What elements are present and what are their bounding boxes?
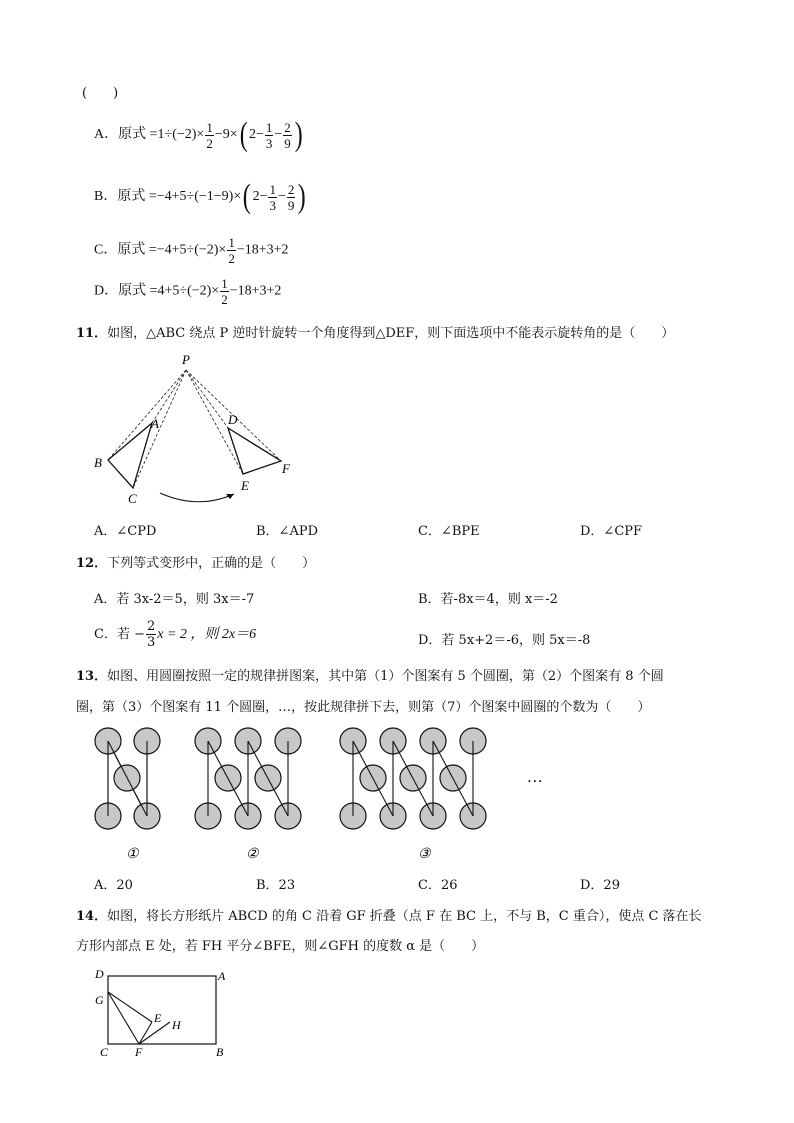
- option-label: 原式: [117, 242, 146, 258]
- label-b: B: [94, 455, 102, 470]
- label-c: C: [128, 491, 137, 506]
- q11-option-a[interactable]: A．∠CPD: [94, 524, 157, 539]
- label-a: A: [151, 416, 159, 431]
- option-letter: B．: [94, 189, 118, 205]
- rotation-arrow: [160, 493, 234, 502]
- caption-1: ①: [126, 847, 139, 862]
- q12-option-a[interactable]: A．若 3x-2＝5，则 3x＝-7: [94, 592, 255, 607]
- q12-option-c[interactable]: [94, 620, 256, 649]
- rectangle-abcd: [108, 976, 216, 1044]
- label-p: P: [182, 352, 190, 367]
- option-letter: D．: [94, 283, 119, 299]
- q13-option-d[interactable]: D．29: [580, 878, 620, 893]
- question-number: 12．: [76, 556, 108, 571]
- label-e: E: [241, 478, 249, 493]
- fraction: $\frac{2}{9}$: [284, 119, 291, 151]
- question-text: 如图，△ABC 绕点 P 逆时针旋转一个角度得到△DEF，则下面选项中不能表示旋转角的是（ ）: [107, 326, 675, 341]
- q13-option-b[interactable]: B．23: [256, 878, 296, 893]
- expr: =−4+5÷(−2)×: [148, 242, 227, 258]
- label-f: F: [135, 1045, 143, 1059]
- pattern-1: [95, 728, 160, 829]
- q12-option-d[interactable]: D．若 5x+2＝-6，则 5x＝-8: [418, 633, 591, 648]
- label-g: G: [95, 993, 104, 1007]
- expr: −: [277, 189, 286, 205]
- q13-stem-line2: 圈，第（3）个图案有 11 个圆圈，…，按此规律拼下去，则第（7）个图案中圆圈的个数为（ ）: [76, 700, 651, 715]
- q13-option-c[interactable]: C．26: [418, 878, 458, 893]
- expr: 2−: [248, 127, 264, 143]
- label-a: A: [218, 969, 226, 983]
- pattern-3: [340, 728, 486, 829]
- triangle-abc: [108, 423, 152, 488]
- label-b: B: [216, 1045, 224, 1059]
- label-h: H: [172, 1018, 181, 1032]
- expr: −: [274, 127, 283, 143]
- question-text: 如图、用圆圈按照一定的规律拼图案，其中第（1）个图案有 5 个圆圈，第（2）个图案有 8 个圆: [107, 669, 664, 684]
- question-text: 下列等式变形中，正确的是（ ）: [107, 556, 316, 571]
- option-letter: A．: [94, 127, 119, 143]
- expr: =−4+5÷(−1−9)×: [148, 189, 242, 205]
- fraction: $\frac{1}{3}$: [269, 181, 276, 213]
- q10-option-d[interactable]: [94, 277, 281, 306]
- expr: −18+3+2: [229, 283, 282, 299]
- q14-stem-line2: 方形内部点 E 处，若 FH 平分∠BFE，则∠GFH 的度数 α 是（ ）: [76, 939, 485, 954]
- fraction: $\frac{1}{3}$: [265, 119, 273, 151]
- q11-stem: [76, 322, 674, 341]
- q14-stem-line1: [76, 905, 702, 924]
- label-c: C: [100, 1045, 109, 1059]
- fraction: $\frac{1}{2}$: [206, 119, 213, 151]
- q12-stem: [76, 552, 315, 571]
- q10-option-c[interactable]: [94, 236, 289, 265]
- expr: 2−: [252, 189, 268, 205]
- q11-option-c[interactable]: C．∠BPE: [418, 524, 480, 539]
- pattern-ellipsis: …: [528, 769, 543, 786]
- label-d: D: [95, 967, 104, 981]
- question-number: 13．: [76, 669, 108, 684]
- expr: =4+5÷(−2)×: [149, 283, 220, 299]
- q10-option-a[interactable]: A．原式 =1÷(−2)× $\frac{1}{2}$ −9×( 2− $\frac{1}{3}$ − $\frac{2}{9}$ ): [94, 116, 303, 153]
- q11-rotation-figure: [88, 348, 308, 508]
- expr: =1÷(−2)×: [149, 127, 205, 143]
- q10-option-b[interactable]: B．原式 =−4+5÷(−1−9)×( 2− $\frac{1}{3}$ − $\frac{2}{9}$ ): [94, 178, 307, 215]
- q12-option-b[interactable]: B．若-8x＝4，则 x＝-2: [418, 592, 558, 607]
- q11-option-b[interactable]: B．∠APD: [256, 524, 319, 539]
- caption-3: ③: [418, 847, 431, 862]
- caption-2: ②: [246, 847, 259, 862]
- label-e: E: [154, 1011, 162, 1025]
- question-text: 如图，将长方形纸片 ABCD 的角 C 沿着 GF 折叠（点 F 在 BC 上，不与 B，C 重合），使点 C 落在长: [107, 909, 702, 924]
- q13-circle-patterns: [90, 724, 560, 864]
- label-d: D: [228, 412, 238, 427]
- fraction: $\frac{1}{2}$: [221, 276, 228, 307]
- q13-option-a[interactable]: A．20: [94, 878, 133, 893]
- q14-fold-figure: [90, 962, 250, 1062]
- q10-paren: ( ): [82, 86, 119, 101]
- fraction: $\frac{1}{2}$: [228, 235, 235, 266]
- option-label: 原式: [118, 283, 147, 299]
- expr: −9×: [214, 127, 238, 143]
- pattern-2: [195, 728, 301, 829]
- triangle-def: [228, 428, 281, 474]
- option-text: C．若 −: [94, 627, 145, 642]
- option-letter: C．: [94, 242, 118, 258]
- fraction: $\frac{2}{9}$: [287, 181, 295, 213]
- question-number: 14．: [76, 909, 108, 924]
- option-label: 原式: [117, 189, 146, 205]
- expr: −18+3+2: [236, 242, 289, 258]
- fraction: $\frac{2}{3}$: [146, 619, 156, 650]
- q13-stem-line1: [76, 665, 664, 684]
- option-text: x = 2 ，则 2x＝6: [157, 627, 257, 642]
- label-f: F: [282, 461, 290, 476]
- option-label: 原式: [118, 127, 147, 143]
- question-number: 11．: [76, 326, 108, 341]
- q11-option-d[interactable]: D．∠CPF: [580, 524, 643, 539]
